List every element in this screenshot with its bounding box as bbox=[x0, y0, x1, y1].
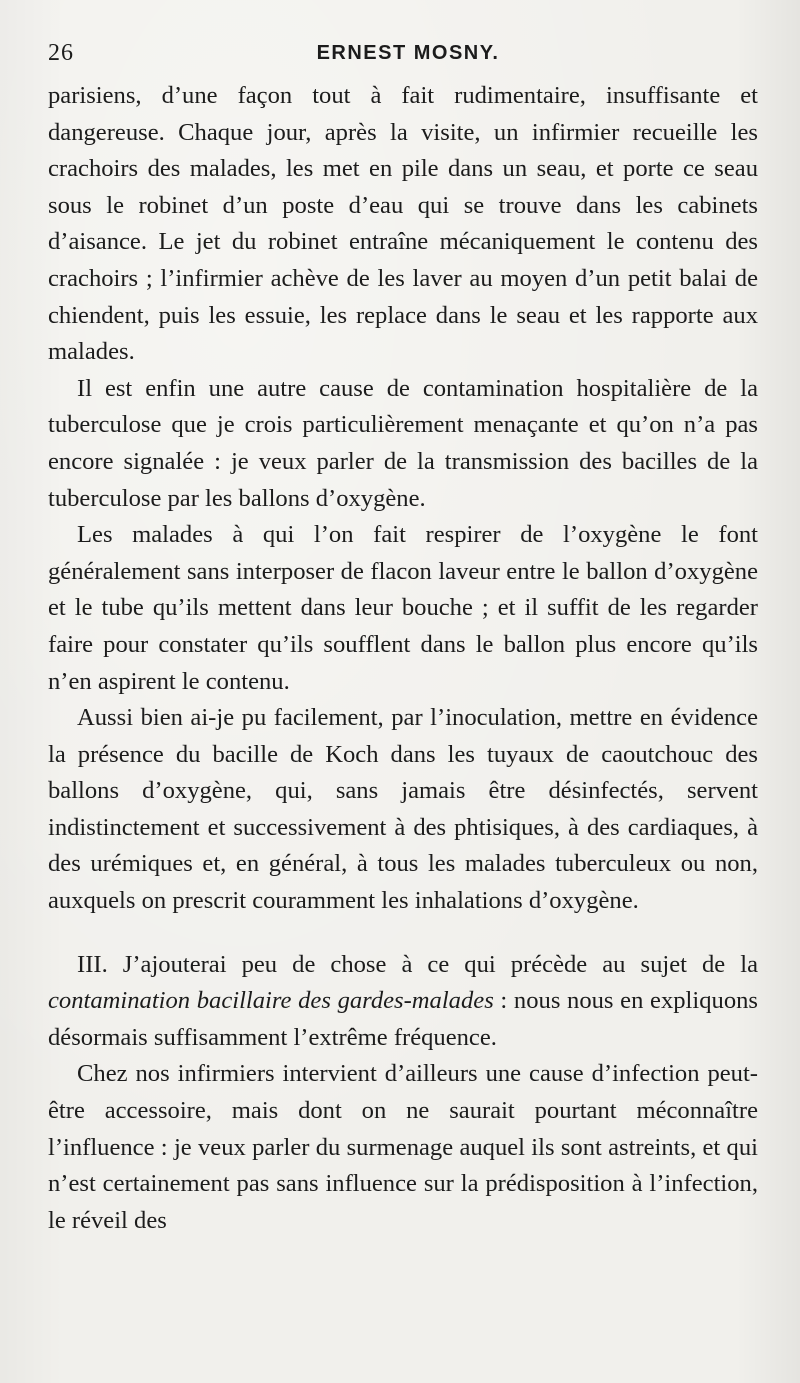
section-three-lead: III. J’ajouterai peu de chose à ce qui précède au sujet de la bbox=[77, 950, 758, 978]
paragraph-section-three bbox=[48, 947, 758, 1057]
page-number: 26 bbox=[48, 40, 74, 66]
running-title: ERNEST MOSNY. bbox=[316, 42, 500, 64]
paragraph-nurses-overwork: Chez nos infirmiers intervient d’ailleurs une cause d’infection peut-être accessoire, mais dont on ne saurait pourtant méconnaître l’influence : je veux parler du surmenage auquel ils sont astreints, et qui n’est certainement pas sans influence sur la prédisposition à l’infection, le réveil des bbox=[48, 1060, 758, 1234]
paragraph-continuation: parisiens, d’une façon tout à fait rudimentaire, insuffisante et dangereuse. Chaque jour, après la visite, un infirmier recueille les crachoirs des malades, les met en pile dans un seau, et porte ce seau sous le robinet d’un poste d’eau qui se trouve dans les cabinets d’aisance. Le jet du robinet entraîne mécaniquement le contenu des crachoirs ; l’infirmier achève de les laver au moyen d’un petit balai de chiendent, puis les essuie, les replace dans le seau et les rapporte aux malades. bbox=[48, 82, 758, 366]
section-three-tail: : nous nous en expliquons désormais suffisamment l’extrême fréquence. bbox=[48, 987, 758, 1051]
section-three-italic-term: contamination bacillaire des gardes-malades bbox=[48, 987, 494, 1015]
paragraph-oxygen-balloons-cause: Il est enfin une autre cause de contamination hospitalière de la tuberculose que je crois particulièrement menaçante et qu’on n’a pas encore signalée : je veux parler de la transmission des bacilles de la tuberculose par les ballons d’oxygène. bbox=[48, 374, 758, 512]
section-gap bbox=[48, 920, 758, 947]
paragraph-koch-bacillus-evidence: Aussi bien ai-je pu facilement, par l’inoculation, mettre en évidence la présence du bacille de Koch dans les tuyaux de caoutchouc des ballons d’oxygène, qui, sans jamais être désinfectés, servent indistinctement et successivement à des phtisiques, à des cardiaques, à des urémiques et, en général, à tous les malades tuberculeux ou non, auxquels on prescrit couramment les inhalations d’oxygène. bbox=[48, 704, 758, 915]
running-head bbox=[48, 28, 758, 78]
body-text bbox=[48, 78, 758, 1239]
paragraph-oxygen-inhalation: Les malades à qui l’on fait respirer de l’oxygène le font généralement sans interposer de flacon laveur entre le ballon d’oxygène et le tube qu’ils mettent dans leur bouche ; et il suffit de les regarder faire pour constater qu’ils soufflent dans le ballon plus encore qu’ils n’en aspirent le contenu. bbox=[48, 521, 758, 695]
